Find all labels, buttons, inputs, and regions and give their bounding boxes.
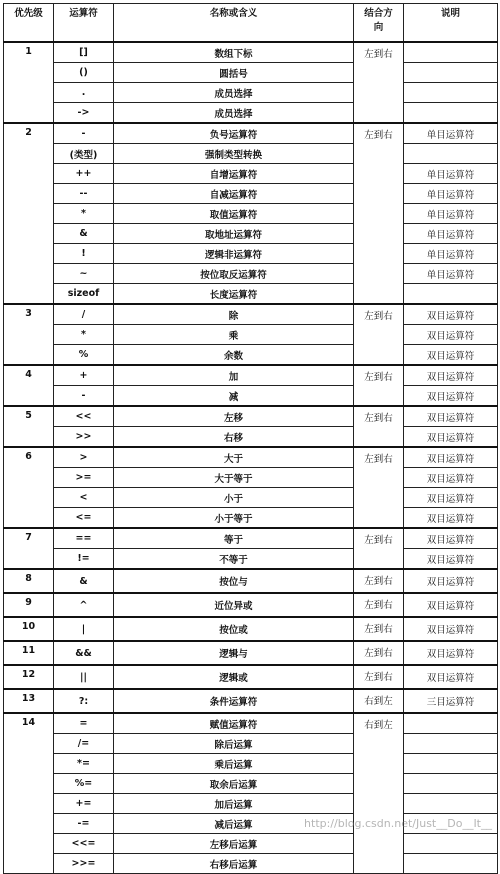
name-cell: 大于等于 [114,468,354,488]
operator-cell: & [54,569,114,593]
description-cell: 双目运算符 [404,427,498,448]
header-operator: 运算符 [54,4,114,43]
table-row [4,144,498,164]
operator-cell: / [54,304,114,325]
operator-cell: < [54,488,114,508]
description-cell [404,103,498,124]
name-cell: 除后运算 [114,734,354,754]
name-cell: 自减运算符 [114,184,354,204]
operator-cell: [] [54,42,114,63]
operator-cell: + [54,365,114,386]
name-cell: 逻辑与 [114,641,354,665]
table-row [4,365,498,386]
operator-cell: >> [54,427,114,448]
description-cell: 双目运算符 [404,325,498,345]
operator-cell: - [54,123,114,144]
watermark: http://blog.csdn.net/Just__Do__It__ [304,817,492,830]
priority-cell: 3 [4,304,54,365]
table-row [4,528,498,549]
description-cell: 单目运算符 [404,184,498,204]
table-row [4,123,498,144]
description-cell: 单目运算符 [404,264,498,284]
description-cell: 双目运算符 [404,617,498,641]
operator-cell: * [54,325,114,345]
table-row [4,103,498,124]
table-row [4,427,498,448]
name-cell: 加后运算 [114,794,354,814]
description-cell: 双目运算符 [404,365,498,386]
description-cell [404,834,498,854]
table-row [4,447,498,468]
table-row [4,854,498,874]
table-row [4,641,498,665]
header-name: 名称或含义 [114,4,354,43]
table-row [4,164,498,184]
description-cell [404,774,498,794]
associativity-cell: 左到右 [354,42,404,123]
table-row [4,284,498,305]
description-cell: 双目运算符 [404,386,498,407]
operator-cell: | [54,617,114,641]
description-cell: 双目运算符 [404,569,498,593]
name-cell: 不等于 [114,549,354,570]
priority-cell: 11 [4,641,54,665]
name-cell: 左移 [114,406,354,427]
operator-cell: -> [54,103,114,124]
table-row [4,264,498,284]
name-cell: 取余后运算 [114,774,354,794]
operator-cell: %= [54,774,114,794]
description-cell: 单目运算符 [404,123,498,144]
table-row [4,304,498,325]
name-cell: 余数 [114,345,354,366]
operator-cell: == [54,528,114,549]
table-row [4,42,498,63]
name-cell: 按位取反运算符 [114,264,354,284]
table-row [4,665,498,689]
table-row [4,325,498,345]
operator-cell: * [54,204,114,224]
table-row [4,386,498,407]
table-row [4,754,498,774]
name-cell: 逻辑或 [114,665,354,689]
table-row [4,204,498,224]
associativity-cell: 右到左 [354,689,404,713]
description-cell [404,754,498,774]
name-cell: 大于 [114,447,354,468]
name-cell: 减后运算 [114,814,354,834]
description-cell [404,854,498,874]
table-row [4,406,498,427]
name-cell: 左移后运算 [114,834,354,854]
description-cell: 双目运算符 [404,593,498,617]
associativity-cell: 左到右 [354,123,404,304]
name-cell: 等于 [114,528,354,549]
associativity-cell: 左到右 [354,447,404,528]
name-cell: 除 [114,304,354,325]
operator-cell: || [54,665,114,689]
table-row [4,617,498,641]
associativity-cell: 右到左 [354,713,404,874]
name-cell: 小于等于 [114,508,354,529]
priority-cell: 8 [4,569,54,593]
priority-cell: 2 [4,123,54,304]
name-cell: 负号运算符 [114,123,354,144]
table-row [4,569,498,593]
table-row [4,774,498,794]
description-cell: 单目运算符 [404,204,498,224]
description-cell [404,794,498,814]
associativity-cell: 左到右 [354,365,404,406]
name-cell: 圆括号 [114,63,354,83]
description-cell: 单目运算符 [404,224,498,244]
header-priority: 优先级 [4,4,54,43]
priority-cell: 6 [4,447,54,528]
priority-cell: 14 [4,713,54,874]
operator-cell: >= [54,468,114,488]
operator-cell: ++ [54,164,114,184]
priority-cell: 1 [4,42,54,123]
operator-cell: sizeof [54,284,114,305]
table-row [4,593,498,617]
associativity-cell: 左到右 [354,304,404,365]
operator-cell: . [54,83,114,103]
operator-cell: -= [54,814,114,834]
associativity-cell: 左到右 [354,593,404,617]
operator-cell: *= [54,754,114,774]
name-cell: 近位异或 [114,593,354,617]
description-cell: 双目运算符 [404,406,498,427]
name-cell: 成员选择 [114,103,354,124]
operator-cell: - [54,386,114,407]
operator-cell: <= [54,508,114,529]
table-row [4,549,498,570]
operator-cell: && [54,641,114,665]
table-row [4,184,498,204]
operator-cell: >>= [54,854,114,874]
operator-precedence-table [3,3,498,874]
name-cell: 自增运算符 [114,164,354,184]
priority-cell: 9 [4,593,54,617]
table-row [4,345,498,366]
operator-cell: ?: [54,689,114,713]
table-row [4,713,498,734]
name-cell: 赋值运算符 [114,713,354,734]
name-cell: 乘 [114,325,354,345]
operator-cell: += [54,794,114,814]
associativity-cell: 左到右 [354,569,404,593]
description-cell [404,284,498,305]
associativity-cell: 左到右 [354,528,404,569]
table-row [4,834,498,854]
priority-cell: 10 [4,617,54,641]
operator-cell: (类型) [54,144,114,164]
description-cell: 双目运算符 [404,468,498,488]
description-cell: 双目运算符 [404,641,498,665]
name-cell: 取值运算符 [114,204,354,224]
table-row [4,689,498,713]
name-cell: 长度运算符 [114,284,354,305]
operator-cell: -- [54,184,114,204]
name-cell: 取地址运算符 [114,224,354,244]
table-row [4,244,498,264]
operator-cell: = [54,713,114,734]
associativity-cell: 左到右 [354,641,404,665]
priority-cell: 5 [4,406,54,447]
name-cell: 右移后运算 [114,854,354,874]
header-description: 说明 [404,4,498,43]
name-cell: 逻辑非运算符 [114,244,354,264]
name-cell: 减 [114,386,354,407]
operator-cell: << [54,406,114,427]
operator-cell: > [54,447,114,468]
description-cell: 双目运算符 [404,345,498,366]
description-cell: 单目运算符 [404,244,498,264]
description-cell: 双目运算符 [404,549,498,570]
table-row [4,508,498,529]
name-cell: 按位或 [114,617,354,641]
operator-cell: ~ [54,264,114,284]
associativity-cell: 左到右 [354,406,404,447]
name-cell: 乘后运算 [114,754,354,774]
table-row [4,734,498,754]
description-cell [404,713,498,734]
name-cell: 小于 [114,488,354,508]
operator-cell: ! [54,244,114,264]
name-cell: 条件运算符 [114,689,354,713]
associativity-cell: 左到右 [354,665,404,689]
name-cell: 强制类型转换 [114,144,354,164]
description-cell: 双目运算符 [404,528,498,549]
table-row [4,794,498,814]
operator-cell: != [54,549,114,570]
description-cell: 单目运算符 [404,164,498,184]
description-cell: 双目运算符 [404,488,498,508]
table-row [4,488,498,508]
priority-cell: 7 [4,528,54,569]
table-body [4,42,498,874]
description-cell [404,734,498,754]
operator-cell: /= [54,734,114,754]
description-cell: 双目运算符 [404,665,498,689]
description-cell: 三目运算符 [404,689,498,713]
description-cell [404,42,498,63]
description-cell [404,63,498,83]
description-cell [404,83,498,103]
description-cell [404,144,498,164]
operator-cell: ^ [54,593,114,617]
description-cell: 双目运算符 [404,508,498,529]
name-cell: 加 [114,365,354,386]
header-associativity: 结合方向 [354,4,404,43]
table-row [4,83,498,103]
name-cell: 成员选择 [114,83,354,103]
operator-cell: % [54,345,114,366]
table-row [4,468,498,488]
table-row [4,63,498,83]
name-cell: 数组下标 [114,42,354,63]
name-cell: 右移 [114,427,354,448]
priority-cell: 4 [4,365,54,406]
priority-cell: 13 [4,689,54,713]
operator-cell: () [54,63,114,83]
operator-cell: & [54,224,114,244]
name-cell: 按位与 [114,569,354,593]
priority-cell: 12 [4,665,54,689]
header-row [4,4,498,43]
operator-cell: <<= [54,834,114,854]
description-cell: 双目运算符 [404,304,498,325]
associativity-cell: 左到右 [354,617,404,641]
description-cell: 双目运算符 [404,447,498,468]
table-row [4,224,498,244]
